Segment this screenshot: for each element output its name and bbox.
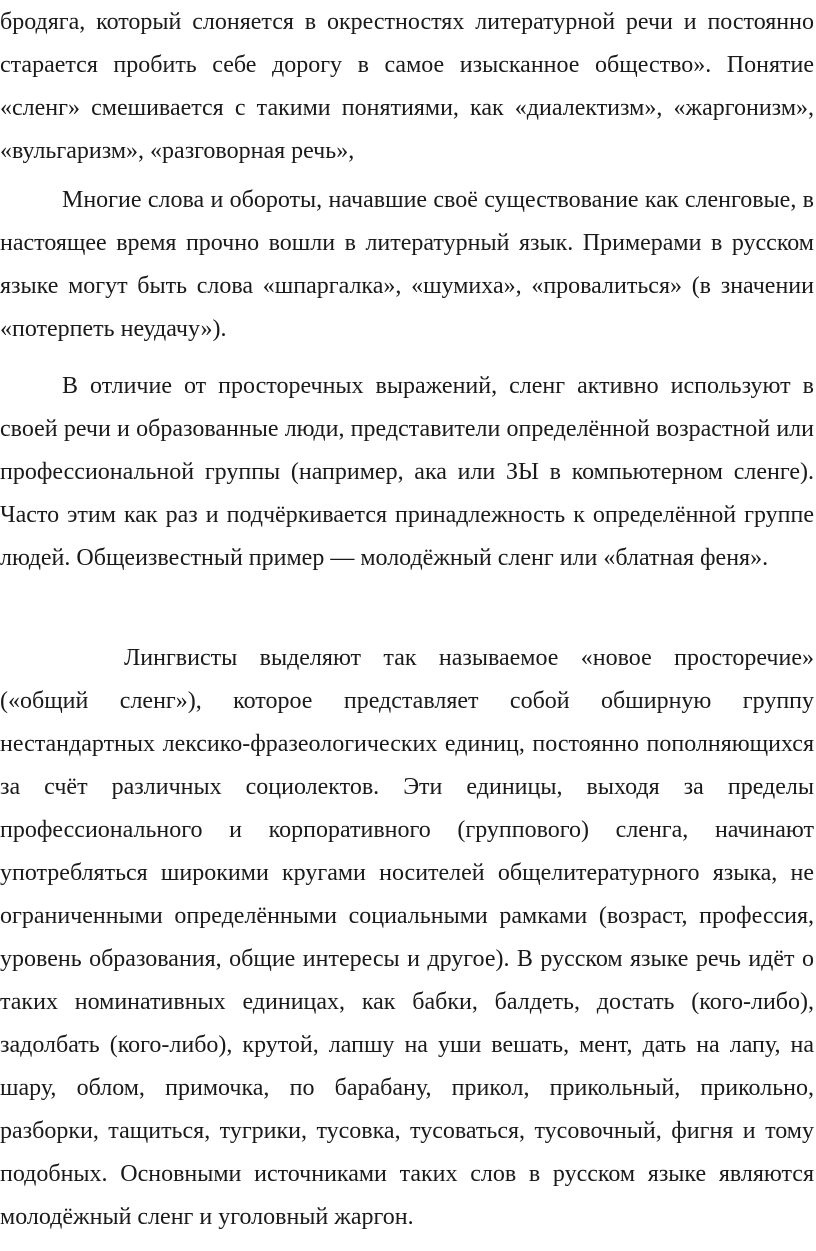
paragraph-4: Лингвисты выделяют так называемое «новое просторечие» («общий сленг»), которое представляет собой обширную группу нестандартных лексико-фразеологических единиц, постоянно пополняющихся за счёт различных социолектов. Эти единицы, выходя за пределы профессионального и корпоративного (группового) сленга, начинают употребляться широкими кругами носителей общелитературного языка, не ограниченными определёнными социальными рамками (возраст, профессия, уровень образования, общие интересы и другое). В русском языке речь идёт о таких номинативных единицах, как бабки, балдеть, достать (кого-либо), задолбать (кого-либо), крутой, лапшу на уши вешать, мент, дать на лапу, на шару, облом, примочка, по барабану, прикол, прикольный, прикольно, разборки, тащиться, тугрики, тусовка, тусоваться, тусовочный, фигня и тому подобных. Основными источниками таких слов в русском языке являются молодёжный сленг и уголовный жаргон. bbox=[0, 645, 814, 1230]
paragraph-3: В отличие от просторечных выражений, сленг активно используют в своей речи и образованные люди, представители определённой возрастной или профессиональной группы (например, ака или ЗЫ в компьютерном сленге). Часто этим как раз и подчёркивается принадлежность к определённой группе людей. Общеизвестный пример — молодёжный сленг или «блатная феня». bbox=[0, 373, 814, 571]
paragraph-1: бродяга, который слоняется в окрестностях литературной речи и постоянно старается пробить себе дорогу в самое изысканное общество». Понятие «сленг» смешивается с такими понятиями, как «диалектизм», «жаргонизм», «вульгаризм», «разговорная речь», bbox=[0, 9, 814, 164]
paragraph-2: Многие слова и обороты, начавшие своё существование как сленговые, в настоящее время прочно вошли в литературный язык. Примерами в русском языке могут быть слова «шпаргалка», «шумиха», «провалиться» (в значении «потерпеть неудачу»). bbox=[0, 187, 814, 342]
